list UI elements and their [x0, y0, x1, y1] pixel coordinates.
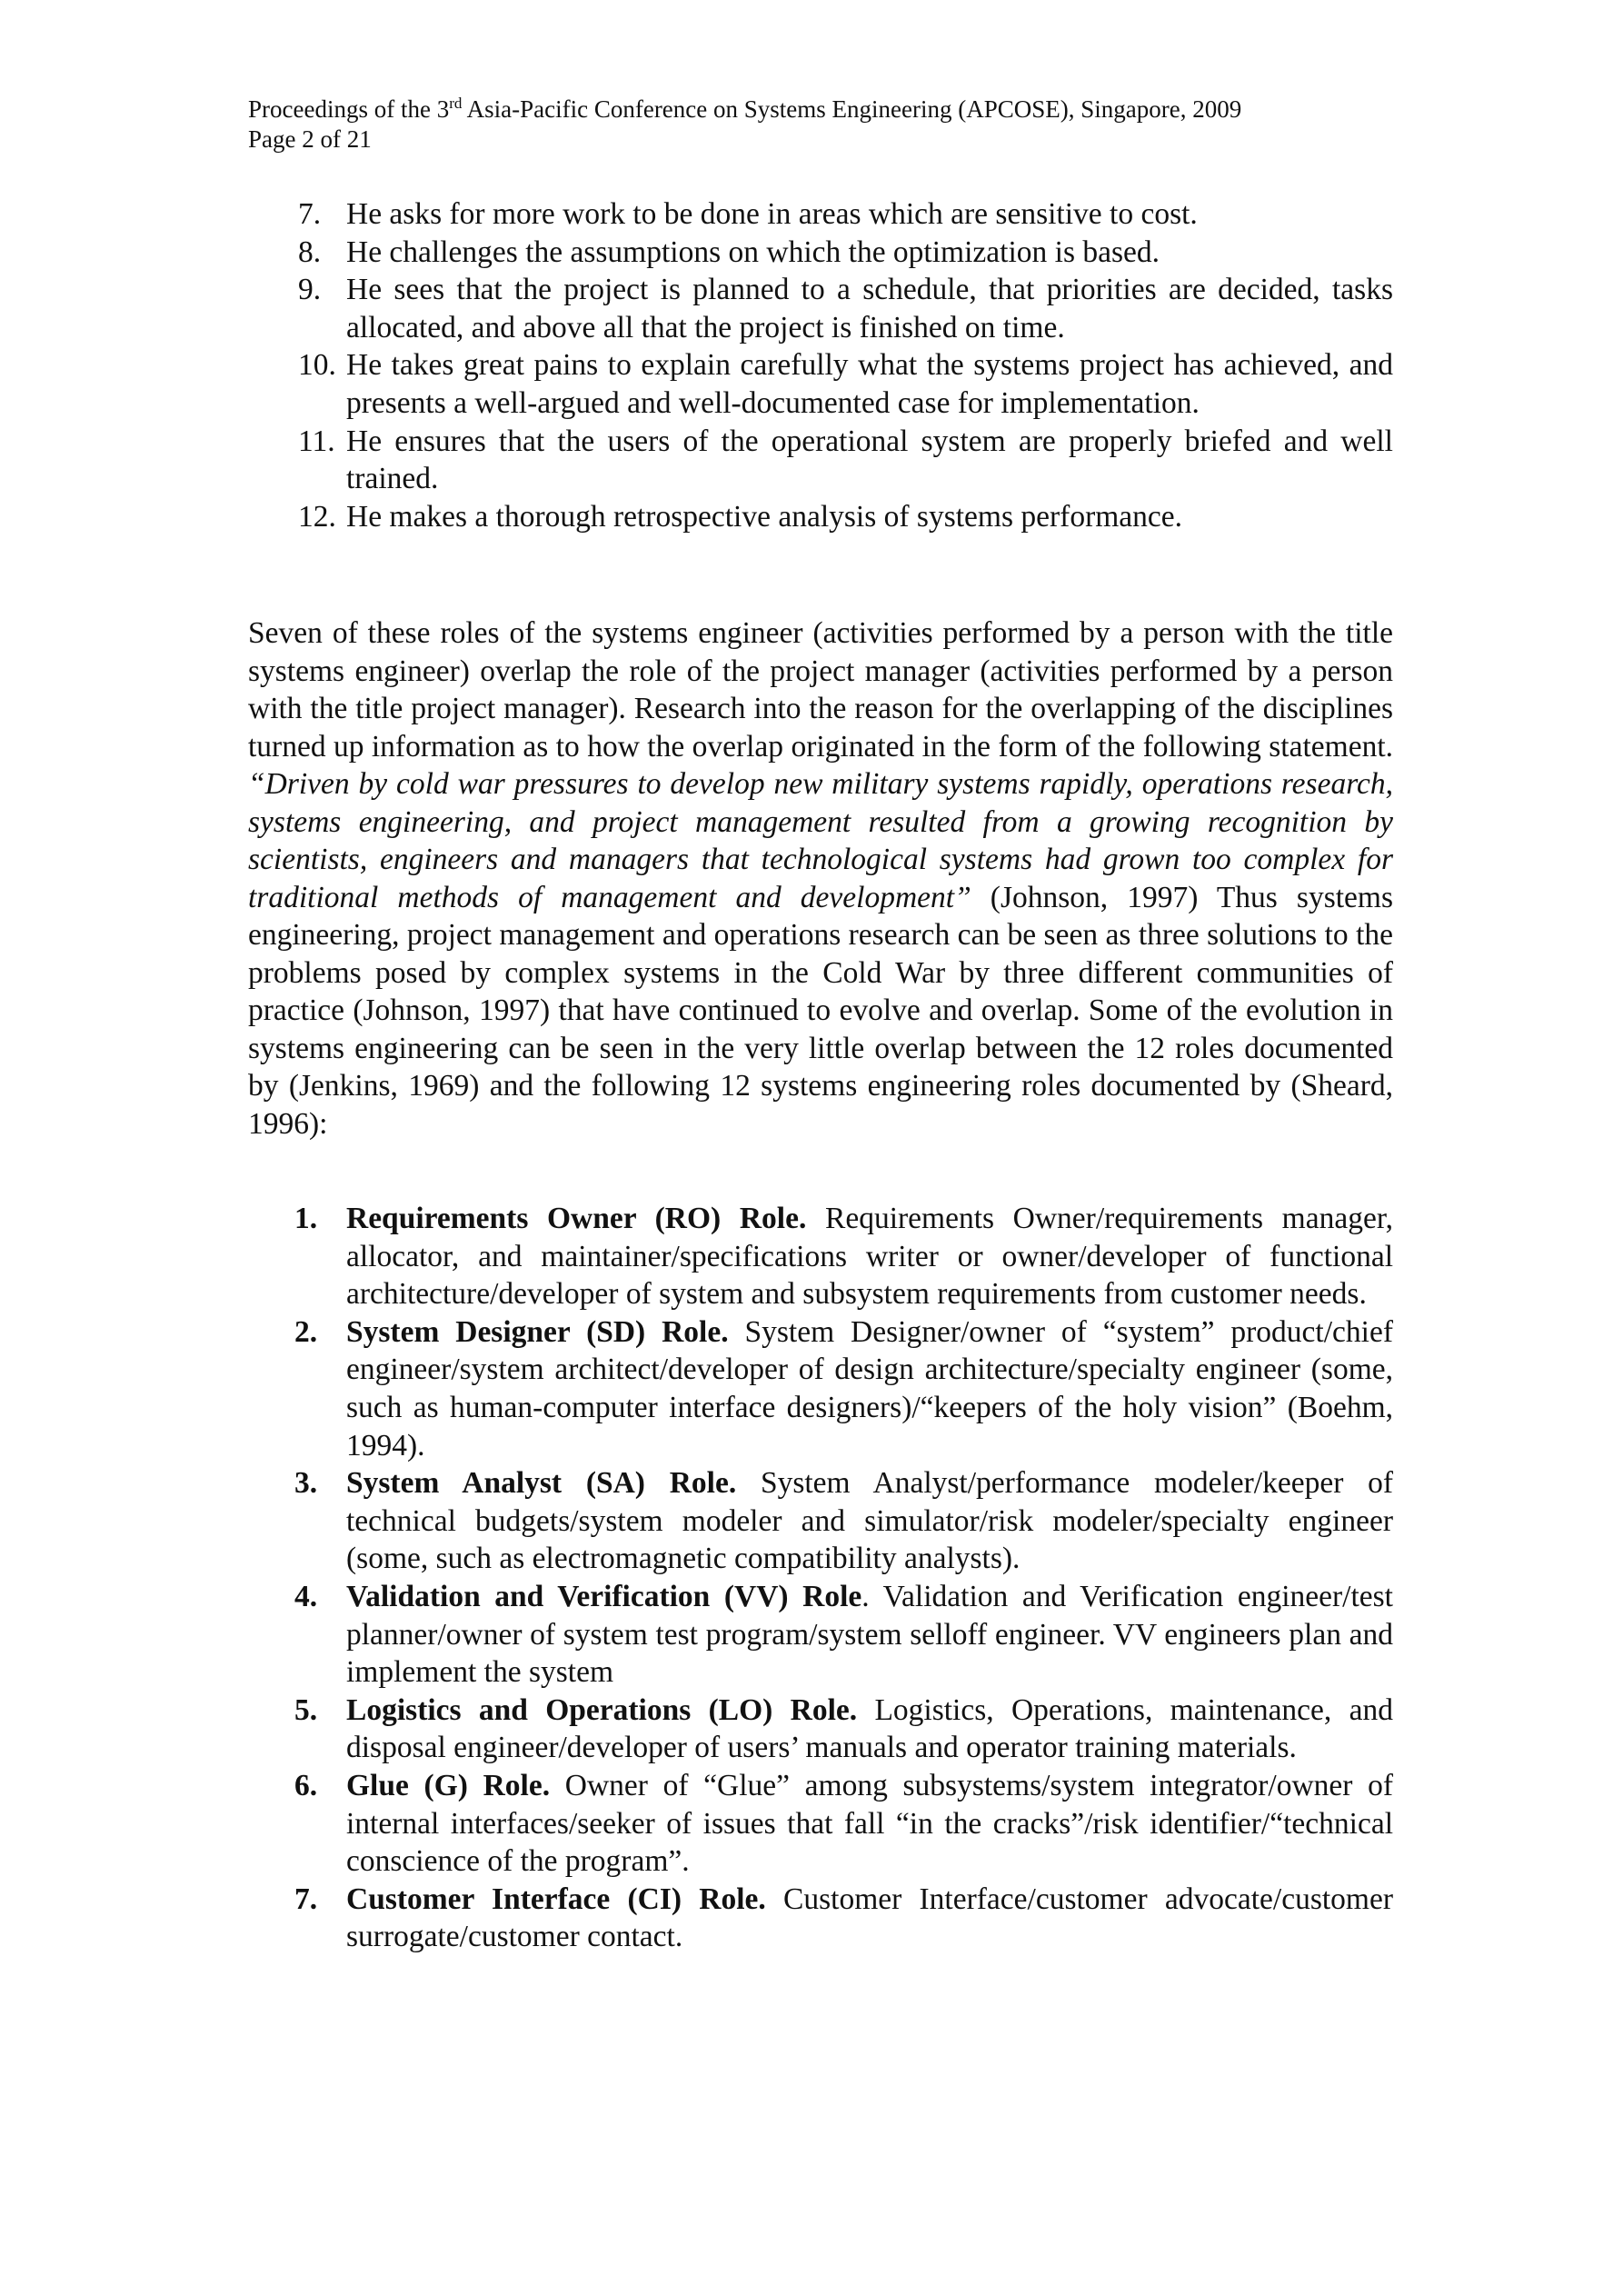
list-item	[248, 234, 1393, 272]
role-title: Requirements Owner (RO) Role.	[346, 1202, 807, 1235]
item-text: He asks for more work to be done in areas which are sensitive to cost.	[346, 197, 1198, 231]
conference-line	[248, 95, 1393, 125]
item-number: 7.	[294, 1882, 318, 1916]
role-description: System Analyst/performance modeler/keeper of technical budgets/system modeler and simulator/risk modeler/specialty engineer (some, such as electromagnetic compatibility analysts).	[346, 1466, 1394, 1576]
list-item	[248, 1200, 1393, 1313]
list-item	[248, 1767, 1393, 1881]
list-item	[248, 423, 1393, 498]
role-title: Customer Interface (CI) Role.	[346, 1882, 766, 1916]
role-title: System Analyst (SA) Role.	[346, 1466, 737, 1501]
johnson-quote: “Driven by cold war pressures to develop new military systems rapidly, operations research, systems engineering, and project management resulted from a growing recognition by scientists, engineers and managers that technological systems had grown too complex for traditional methods of management and development”	[248, 767, 1393, 914]
role-description: Logistics, Operations, maintenance, and disposal engineer/developer of users’ manuals and operator training materials.	[346, 1692, 1393, 1765]
item-number: 7.	[298, 197, 322, 231]
ordinal-superscript: rd	[449, 95, 463, 112]
item-text: He makes a thorough retrospective analysis of systems performance.	[346, 499, 1183, 534]
item-number: 6.	[294, 1768, 318, 1802]
jenkins-role-list	[248, 195, 1393, 535]
list-item	[248, 1464, 1393, 1578]
list-item	[248, 1578, 1393, 1692]
role-description: Customer Interface/customer advocate/customer surrogate/customer contact.	[346, 1882, 1393, 1954]
conference-text: Proceedings of the 3	[248, 95, 450, 123]
item-number: 4.	[294, 1579, 318, 1613]
item-text: He challenges the assumptions on which the optimization is based.	[346, 235, 1160, 269]
paragraph-text: Seven of these roles of the systems engineer (activities performed by a person with the title systems engineer) overlap the role of the project manager (activities performed by a person with the title project manager). Research into the reason for the overlapping of the disciplines turned up information as to how the overlap originated in the form of the following statement.	[248, 616, 1393, 764]
sheard-role-list	[248, 1200, 1393, 1956]
item-number: 8.	[298, 235, 322, 269]
item-number: 1.	[294, 1202, 318, 1235]
list-item	[248, 195, 1393, 234]
item-text: He sees that the project is planned to a schedule, that priorities are decided, tasks allocated, and above all that the project is finished on time.	[346, 273, 1393, 344]
paragraph-text-continued: (Johnson, 1997) Thus systems engineering, project management and operations research can be seen as three solutions to the problems posed by complex systems in the Cold War by three different communities of practice (Johnson, 1997) that have continued to evolve and overlap. Some of the evolution in systems engineering can be seen in the very little overlap between the 12 roles documented by (Jenkins, 1969) and the following 12 systems engineering roles documented by (Sheard, 1996):	[248, 880, 1394, 1141]
item-number: 11.	[298, 424, 335, 458]
list-item	[248, 498, 1393, 536]
list-item	[248, 346, 1393, 422]
role-title: Logistics and Operations (LO) Role.	[346, 1692, 858, 1727]
role-description: . Validation and Verification engineer/test planner/owner of system test program/system selloff engineer. VV engineers plan and implement the system	[346, 1579, 1393, 1690]
page-number: Page 2 of 21	[248, 125, 372, 153]
role-description: Owner of “Glue” among subsystems/system integrator/owner of internal interfaces/seeker of issues that fall “in the cracks”/risk identifier/“technical conscience of the program”.	[346, 1768, 1394, 1879]
list-item	[248, 271, 1393, 346]
item-text: He takes great pains to explain carefully what the systems project has achieved, and presents a well-argued and well-documented case for implementation.	[346, 348, 1393, 420]
role-title: Glue (G) Role.	[346, 1768, 551, 1802]
item-number: 10.	[298, 348, 336, 383]
body-paragraph	[248, 614, 1393, 1143]
list-item	[248, 1692, 1393, 1767]
page-header	[248, 95, 1393, 155]
item-number: 5.	[294, 1692, 318, 1727]
item-number: 2.	[294, 1314, 318, 1349]
role-description: System Designer/owner of “system” product/chief engineer/system architect/developer of design architecture/specialty engineer (some, such as human-computer interface designers)/“keepers of the holy vision” (Boehm, 1994).	[346, 1314, 1393, 1462]
role-title: Validation and Verification (VV) Role	[346, 1579, 862, 1613]
list-item	[248, 1313, 1393, 1464]
role-description: Requirements Owner/requirements manager, allocator, and maintainer/specifications writer or owner/developer of functional architecture/developer of system and subsystem requirements from customer needs.	[346, 1202, 1394, 1312]
list-item	[248, 1881, 1393, 1956]
item-number: 12.	[298, 499, 336, 534]
conference-text-rest: Asia-Pacific Conference on Systems Engineering (APCOSE), Singapore, 2009	[462, 95, 1242, 123]
item-number: 3.	[294, 1466, 318, 1501]
role-title: System Designer (SD) Role.	[346, 1314, 729, 1349]
item-number: 9.	[298, 273, 322, 307]
item-text: He ensures that the users of the operational system are properly briefed and well trained.	[346, 424, 1393, 496]
